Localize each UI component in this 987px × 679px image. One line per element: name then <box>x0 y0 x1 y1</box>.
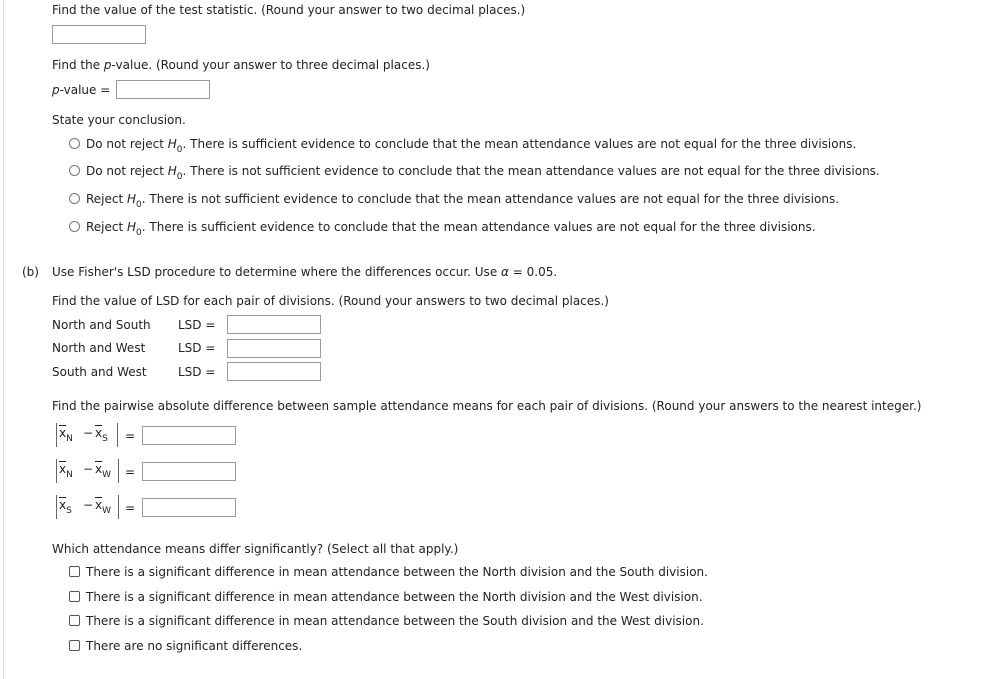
significance-question: Which attendance means differ significantly? (Select all that apply.) <box>52 542 459 556</box>
conclusion-option-1[interactable]: Do not reject $H_0$. There is sufficient evidence to conclude that the mean attendance values are not equal for the three divisions. <box>86 137 857 155</box>
lsd-label-3: LSD = <box>178 365 216 379</box>
test-statistic-question: Find the value of the test statistic. (Round your answer to two decimal places.) <box>52 3 526 17</box>
p-value-label: p-value = <box>52 83 111 97</box>
abs-diff-input-south-west[interactable] <box>142 498 236 517</box>
lsd-label-2: LSD = <box>178 341 216 355</box>
significance-checkbox-4[interactable] <box>69 640 80 651</box>
conclusion-radio-1[interactable] <box>69 138 80 149</box>
conclusion-option-2[interactable]: Do not reject $H_0$. There is not sufficient evidence to conclude that the mean attendance values are not equal for the three divisions. <box>86 164 880 182</box>
significance-option-4[interactable]: There are no significant differences. <box>86 639 303 653</box>
lsd-pair-label-3: South and West <box>52 365 147 379</box>
test-statistic-input[interactable] <box>52 25 146 44</box>
p-value-input[interactable] <box>116 80 210 99</box>
conclusion-radio-2[interactable] <box>69 165 80 176</box>
part-b-instruction: Use Fisher's LSD procedure to determine where the differences occur. Use α = 0.05. <box>52 265 558 279</box>
significance-checkbox-1[interactable] <box>69 566 80 577</box>
p-value-question: Find the p-value. (Round your answer to three decimal places.) <box>52 58 430 72</box>
lsd-pair-label-2: North and West <box>52 341 146 355</box>
lsd-input-north-west[interactable] <box>227 339 321 358</box>
significance-checkbox-3[interactable] <box>69 615 80 626</box>
significance-checkbox-2[interactable] <box>69 591 80 602</box>
page-border <box>3 0 4 679</box>
part-b-label: (b) <box>22 265 39 279</box>
conclusion-radio-3[interactable] <box>69 193 80 204</box>
lsd-label-1: LSD = <box>178 318 216 332</box>
abs-diff-input-north-south[interactable] <box>142 426 236 445</box>
lsd-input-south-west[interactable] <box>227 362 321 381</box>
conclusion-option-3[interactable]: Reject $H_0$. There is not sufficient evidence to conclude that the mean attendance values are not equal for the three divisions. <box>86 192 840 210</box>
lsd-question: Find the value of LSD for each pair of divisions. (Round your answers to two decimal places.) <box>52 294 609 308</box>
significance-option-3[interactable]: There is a significant difference in mean attendance between the South division and the West division. <box>86 614 704 628</box>
difference-question: Find the pairwise absolute difference between sample attendance means for each pair of divisions. (Round your answers to the nearest integer.) <box>52 399 922 413</box>
conclusion-option-4[interactable]: Reject $H_0$. There is sufficient evidence to conclude that the mean attendance values are not equal for the three divisions. <box>86 220 816 238</box>
lsd-pair-label-1: North and South <box>52 318 151 332</box>
abs-diff-input-north-west[interactable] <box>142 462 236 481</box>
significance-option-2[interactable]: There is a significant difference in mean attendance between the North division and the West division. <box>86 590 703 604</box>
conclusion-radio-4[interactable] <box>69 221 80 232</box>
conclusion-prompt: State your conclusion. <box>52 113 186 127</box>
lsd-input-north-south[interactable] <box>227 315 321 334</box>
significance-option-1[interactable]: There is a significant difference in mean attendance between the North division and the South division. <box>86 565 708 579</box>
